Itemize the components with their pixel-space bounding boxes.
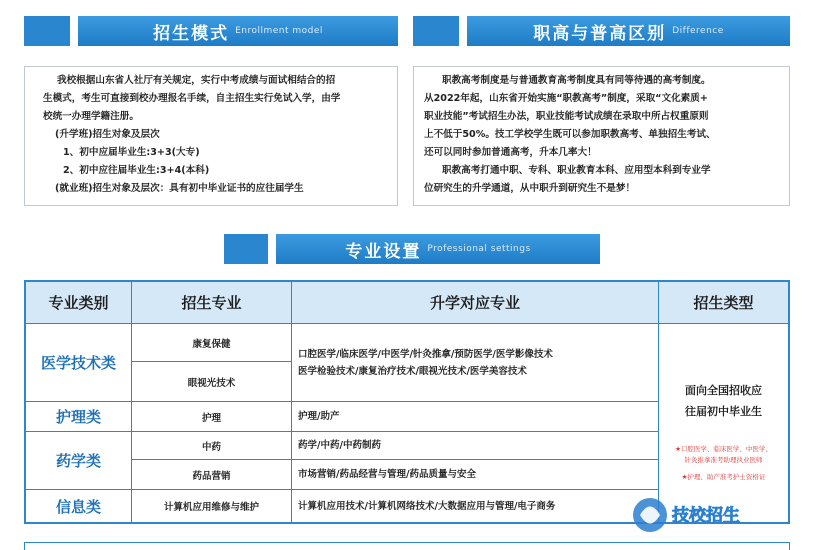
category-nursing: 护理类 [26, 402, 132, 432]
major-cell: 计算机应用维修与维护 [132, 490, 292, 522]
header-stub [24, 16, 70, 46]
category-medical: 医学技术类 [26, 324, 132, 402]
site-watermark [630, 490, 810, 540]
related-cell: 药学/中药/中药制药 [292, 432, 659, 460]
major-cell: 药品营销 [132, 460, 292, 490]
difference-header [413, 16, 790, 46]
related-line: 医学检验技术/康复治疗技术/眼视光技术/医学美容技术 [298, 365, 527, 377]
major-cell: 康复保健 [132, 324, 292, 362]
header-stub [413, 16, 459, 46]
enrollment-title-en: Enrollment model [235, 26, 323, 36]
enrollment-header [24, 16, 398, 46]
header-bar [276, 234, 600, 264]
header-category: 专业类别 [26, 282, 132, 324]
major-cell: 中药 [132, 432, 292, 460]
professional-title-en: Professional settings [427, 244, 531, 254]
difference-title: 职高与普高区别 [533, 23, 667, 44]
related-cell: 计算机应用技术/计算机网络技术/大数据应用与管理/电子商务 [292, 490, 659, 522]
difference-line: 职教高考制度是与普通教育高考制度具有同等待遇的高考制度。 [442, 75, 711, 86]
enrollment-line: 生模式，考生可直接到校办理报名手续，自主招生实行免试入学，由学 [43, 93, 341, 104]
major-cell: 眼视光技术 [132, 362, 292, 402]
related-line: 口腔医学/临床医学/中医学/针灸推拿/预防医学/医学影像技术 [298, 348, 553, 360]
header-type: 招生类型 [659, 282, 788, 324]
header-bar [78, 16, 398, 46]
enrollment-line: (就业班)招生对象及层次：具有初中毕业证书的应往届学生 [55, 183, 304, 194]
major-table [24, 280, 790, 524]
difference-line: 位研究生的升学通道，从中职升到研究生不是梦！ [424, 183, 636, 194]
enrollment-line: (升学班)招生对象及层次 [55, 129, 160, 140]
next-section-border [24, 542, 790, 550]
enrollment-line: 2、初中应往届毕业生:3+4(本科) [63, 165, 210, 176]
header-major: 招生专业 [132, 282, 292, 324]
related-cell-medical [292, 324, 659, 402]
professional-header [224, 234, 600, 264]
type-line: 往届初中毕业生 [685, 405, 762, 418]
enrollment-line: 我校根据山东省人社厅有关规定，实行中考成绩与面试相结合的招 [57, 75, 336, 86]
difference-line: 上不低于50%。技工学校学生既可以参加职教高考、单独招生考试、 [424, 129, 716, 140]
related-cell: 市场营销/药品经营与管理/药品质量与安全 [292, 460, 659, 490]
enrollment-title: 招生模式 [153, 23, 230, 44]
category-pharmacy: 药学类 [26, 432, 132, 490]
difference-line: 职教高考打通中职、专科、职业教育本科、应用型本科到专业学 [442, 165, 711, 176]
note-line: ★护理、助产准考护士资格证 [681, 473, 766, 481]
category-information: 信息类 [26, 490, 132, 522]
header-related: 升学对应专业 [292, 282, 659, 324]
watermark-logo-icon [630, 490, 810, 540]
enrollment-text-box [24, 66, 398, 206]
watermark-text: 技校招生 [672, 506, 740, 526]
difference-title-en: Difference [672, 26, 724, 36]
header-stub [224, 234, 268, 264]
note-line: ★口腔医学、临床医学、中医学、 [675, 445, 772, 453]
major-cell: 护理 [132, 402, 292, 432]
header-bar [467, 16, 790, 46]
professional-title: 专业设置 [345, 241, 422, 262]
difference-text-box [413, 66, 790, 206]
difference-line: 从2022年起，山东省开始实施“职教高考”制度，采取“文化素质+ [424, 93, 708, 104]
related-cell: 护理/助产 [292, 402, 659, 432]
difference-line: 职业技能”考试招生办法，职业技能考试成绩在录取中所占权重原则 [424, 111, 709, 122]
type-line: 面向全国招收应 [685, 384, 762, 397]
note-line: 针灸推拿准考助理执业医师 [684, 456, 763, 464]
enrollment-line: 1、初中应届毕业生:3+3(大专) [63, 147, 200, 158]
difference-line: 还可以同时参加普通高考，升本几率大！ [424, 147, 597, 158]
enrollment-line: 校统一办理学籍注册。 [43, 111, 139, 122]
